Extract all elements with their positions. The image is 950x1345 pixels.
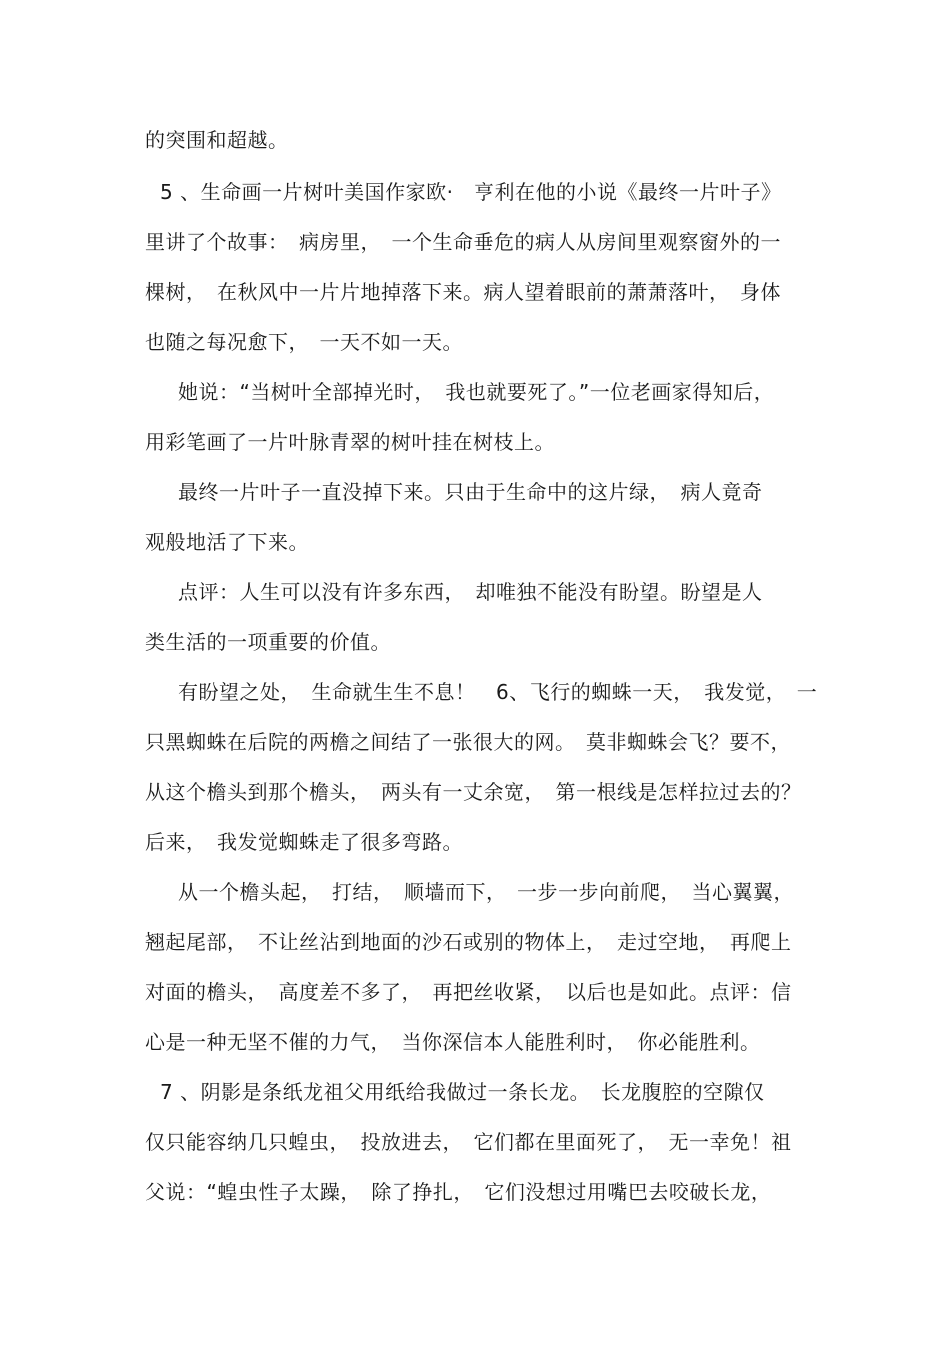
text-line: 有盼望之处， 生命就生生不息！ 6、飞行的蜘蛛一天， 我发觉， 一 xyxy=(178,680,818,704)
text-line: 从一个檐头起， 打结， 顺墙而下， 一步一步向前爬， 当心翼翼， xyxy=(178,880,794,904)
text-line: 父说：“蝗虫性子太躁， 除了挣扎， 它们没想过用嘴巴去咬破长龙， xyxy=(145,1180,772,1204)
text-line: 7 、阴影是条纸龙祖父用纸给我做过一条长龙。 长龙腹腔的空隙仅 xyxy=(160,1080,765,1104)
text-line: 5 、生命画一片树叶美国作家欧· 亨利在他的小说《最终一片叶子》 xyxy=(160,180,782,204)
text-line: 仅只能容纳几只蝗虫， 投放进去， 它们都在里面死了， 无一幸免！祖 xyxy=(145,1130,792,1154)
text-line: 翘起尾部， 不让丝沾到地面的沙石或别的物体上， 走过空地， 再爬上 xyxy=(145,930,792,954)
text-line: 点评：人生可以没有许多东西， 却唯独不能没有盼望。盼望是人 xyxy=(178,580,763,604)
text-line: 只黑蜘蛛在后院的两檐之间结了一张很大的网。 莫非蜘蛛会飞？要不， xyxy=(145,730,791,754)
text-line: 用彩笔画了一片叶脉青翠的树叶挂在树枝上。 xyxy=(145,430,555,454)
text-line: 的突围和超越。 xyxy=(145,128,289,152)
text-line: 观般地活了下来。 xyxy=(145,530,309,554)
text-line: 心是一种无坚不催的力气， 当你深信本人能胜利时， 你必能胜利。 xyxy=(145,1030,761,1054)
text-line: 对面的檐头， 高度差不多了， 再把丝收紧， 以后也是如此。点评：信 xyxy=(145,980,792,1004)
text-line: 也随之每况愈下， 一天不如一天。 xyxy=(145,330,463,354)
text-line: 从这个檐头到那个檐头， 两头有一丈余宽， 第一根线是怎样拉过去的？ xyxy=(145,780,802,804)
text-line: 棵树， 在秋风中一片片地掉落下来。病人望着眼前的萧萧落叶， 身体 xyxy=(145,280,781,304)
text-line: 里讲了个故事： 病房里， 一个生命垂危的病人从房间里观察窗外的一 xyxy=(145,230,781,254)
text-line: 最终一片叶子一直没掉下来。只由于生命中的这片绿， 病人竟奇 xyxy=(178,480,763,504)
text-line: 她说：“当树叶全部掉光时， 我也就要死了。”一位老画家得知后， xyxy=(178,380,775,404)
text-line: 后来， 我发觉蜘蛛走了很多弯路。 xyxy=(145,830,463,854)
text-line: 类生活的一项重要的价值。 xyxy=(145,630,391,654)
